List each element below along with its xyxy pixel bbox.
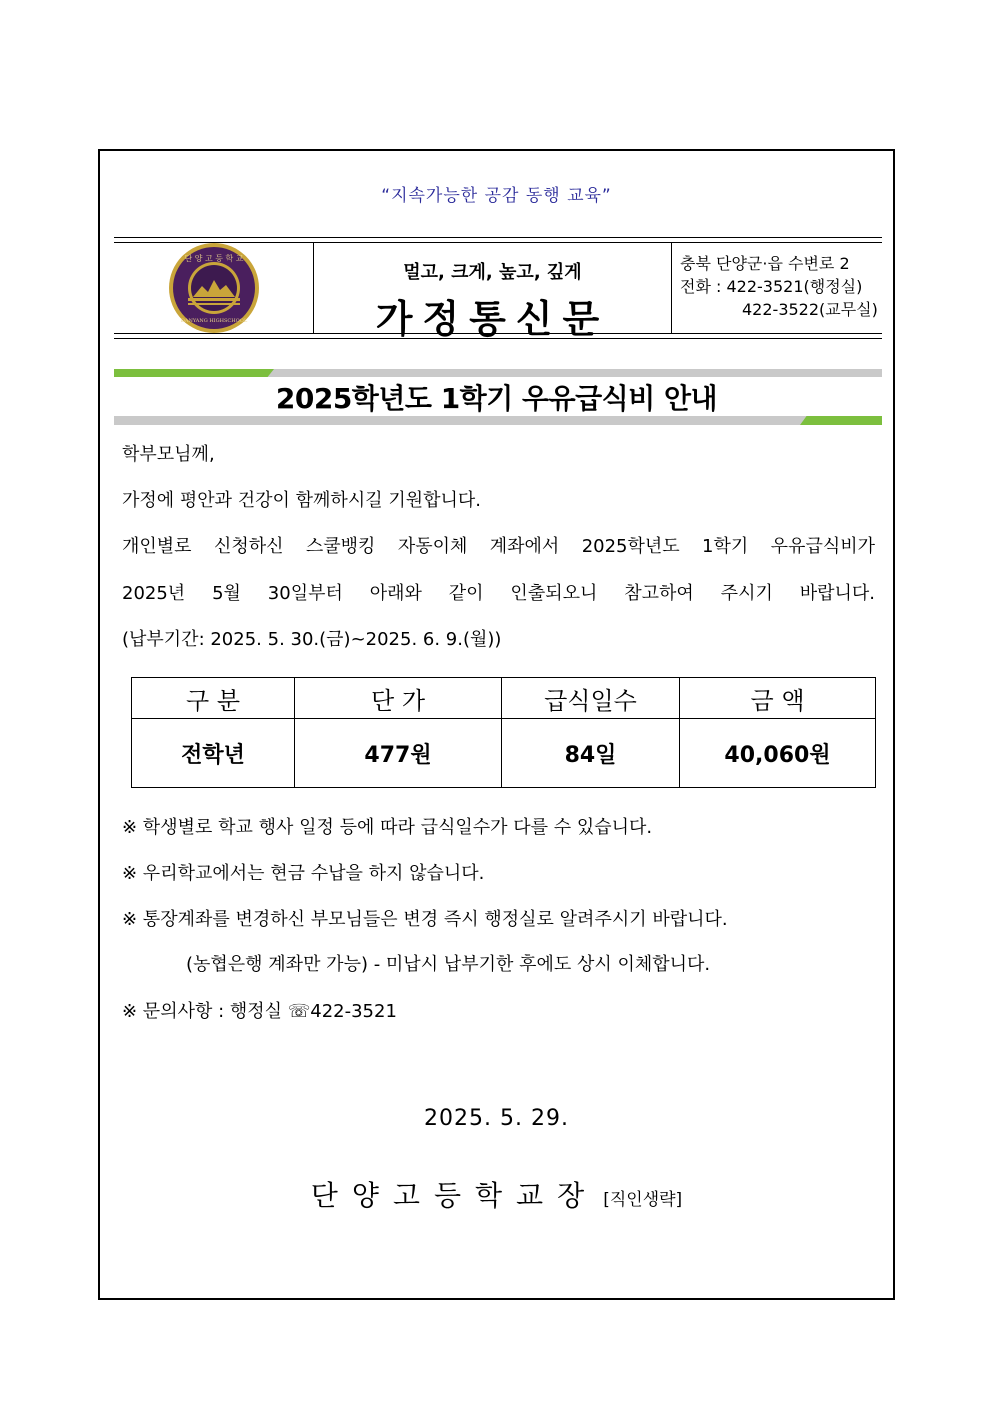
note-item: ※ 통장계좌를 변경하신 부모님들은 변경 즉시 행정실로 알려주시기 바랍니다. [122,909,728,930]
school-logo-cell [114,242,314,334]
note-item: ※ 문의사항 : 행정실 ☏422-3521 [122,1001,397,1022]
phone-admin: 전화 : 422-3521(행정실) [680,277,863,296]
title-bar-bottom [114,416,882,425]
school-logo-icon [168,242,260,334]
table-cell: 84일 [502,719,680,788]
table-header-row [132,678,876,719]
payment-period: (납부기간: 2025. 5. 30.(금)~2025. 6. 9.(월)) [122,629,502,650]
school-address: 충북 단양군·읍 수변로 2 [680,254,850,273]
title-cell [314,242,672,341]
contact-cell [672,242,882,334]
table-header-cell: 구 분 [132,678,295,719]
signer [100,1174,893,1214]
newsletter-title: 가정통신문 [375,297,610,341]
header [114,237,882,339]
body-line: 개인별로 신청하신 스쿨뱅킹 자동이체 계좌에서 2025학년도 1학기 우유급식비가 [122,536,875,557]
motto: “지속가능한 공감 동행 교육” [381,186,612,206]
table-row [132,719,876,788]
table-cell: 40,060원 [680,719,876,788]
issue-date: 2025. 5. 29. [424,1106,569,1131]
principal-name: 단양고등학교장 [310,1179,599,1212]
note-item: ※ 우리학교에서는 현금 수납을 하지 않습니다. [122,863,485,884]
table-header-cell: 급식일수 [502,678,680,719]
greeting: 학부모님께, [122,444,215,465]
newsletter-subtitle: 멀고, 크게, 높고, 깊게 [403,262,582,283]
seal-note: [직인생략] [603,1190,683,1210]
table-header-cell: 단 가 [295,678,502,719]
svg-text:단 양 고 등 학 교: 단 양 고 등 학 교 [183,254,244,263]
svg-text:DANYANG HIGHSCHOOL: DANYANG HIGHSCHOOL [180,318,247,324]
table-cell: 477원 [295,719,502,788]
body-line: 가정에 평안과 건강이 함께하시길 기원합니다. [122,490,481,511]
note-item: ※ 학생별로 학교 행사 일정 등에 따라 급식일수가 다를 수 있습니다. [122,817,653,838]
title-bar-top [114,369,882,377]
notice-frame [98,149,895,1300]
table-header-cell: 금 액 [680,678,876,719]
note-item: (농협은행 계좌만 가능) - 미납시 납부기한 후에도 상시 이체합니다. [186,954,711,975]
phone-academic: 422-3522(교무실) [742,300,878,319]
document-title: 2025학년도 1학기 우유급식비 안내 [275,382,718,415]
body-line: 2025년 5월 30일부터 아래와 같이 인출되오니 참고하여 주시기 바랍니다. [122,583,875,604]
table-cell: 전학년 [132,719,295,788]
fee-table [131,677,876,788]
